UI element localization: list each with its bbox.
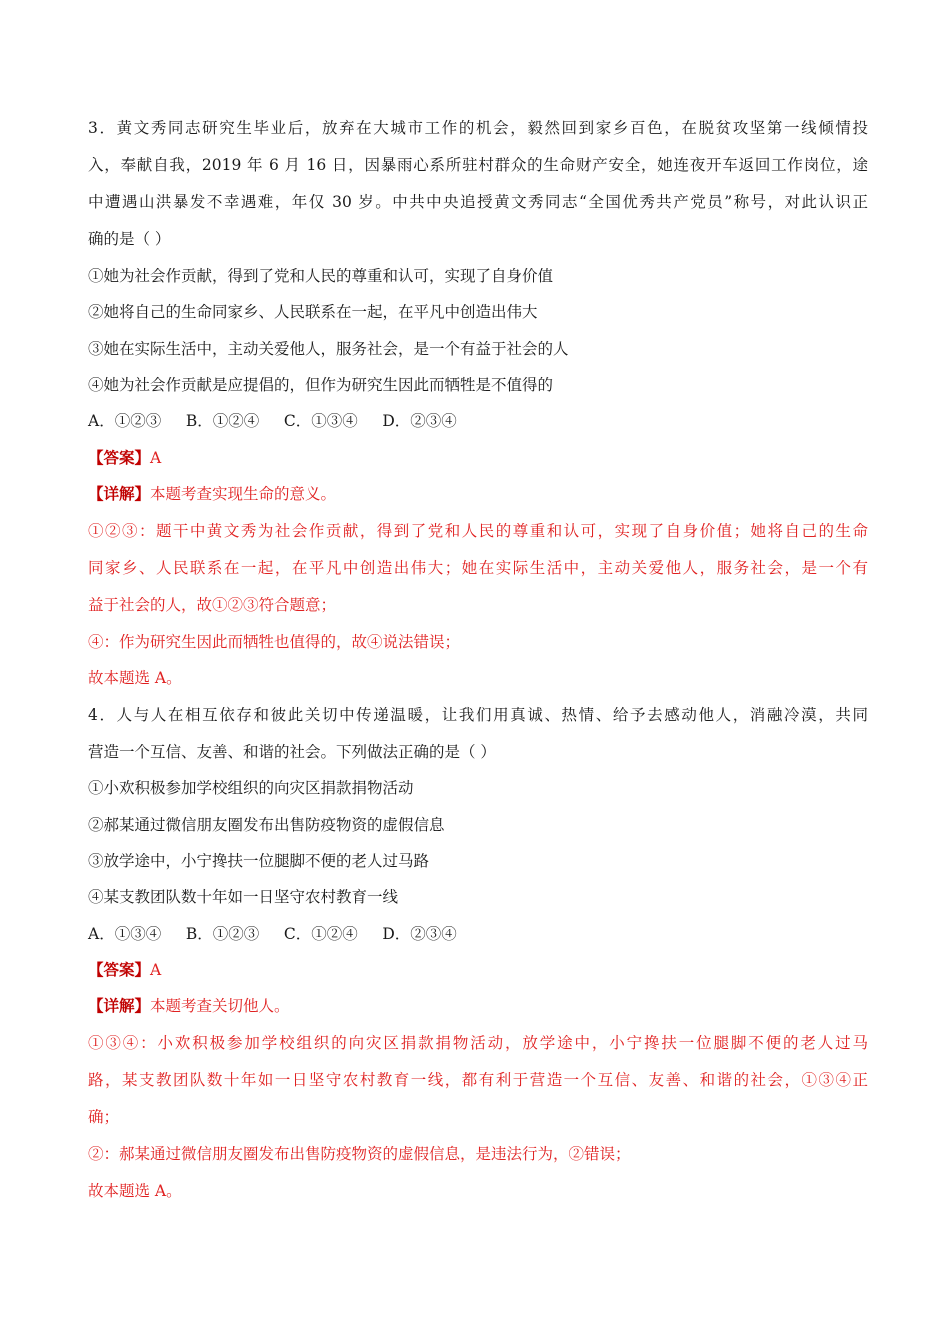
- q4-answer: [88, 959, 868, 981]
- q3-explanation-line-4: ④：作为研究生因此而牺牲也值得的，故④说法错误；: [88, 633, 461, 651]
- q3-answer-value: A: [150, 449, 162, 467]
- q3-option-1: ①她为社会作贡献，得到了党和人民的尊重和认可，实现了自身价值: [88, 267, 554, 285]
- q4-explanation-line-3: 确；: [88, 1108, 120, 1126]
- q3-option-4: ④她为社会作贡献是应提倡的，但作为研究生因此而牺牲是不值得的: [88, 376, 554, 394]
- q4-choices: A．①③④ B．①②③ C．①②④ D．②③④: [88, 925, 457, 943]
- q4-option-2: ②郝某通过微信朋友圈发布出售防疫物资的虚假信息: [88, 816, 445, 834]
- q3-choices: A．①②③ B．①②④ C．①③④ D．②③④: [88, 412, 457, 430]
- q3-answer: [88, 447, 868, 469]
- q4-answer-label: 【答案】: [88, 960, 151, 979]
- q4-stem-line-1: 4．人与人在相互依存和彼此关切中传递温暖，让我们用真诚、热情、给予去感动他人，消融冷漠，共同: [88, 706, 868, 724]
- q3-explanation-line-3: 益于社会的人，故①②③符合题意；: [88, 596, 337, 614]
- q4-option-3: ③放学途中，小宁搀扶一位腿脚不便的老人过马路: [88, 852, 430, 870]
- q4-conclusion: 故本题选 A。: [88, 1182, 182, 1200]
- q3-option-3: ③她在实际生活中，主动关爱他人，服务社会，是一个有益于社会的人: [88, 340, 569, 358]
- q3-stem-line-3: 中遭遇山洪暴发不幸遇难，年仅 30 岁。中共中央追授黄文秀同志“全国优秀共产党员”称号，对此认识正: [88, 193, 868, 211]
- q4-detail: [88, 995, 868, 1017]
- q3-detail-label: 【详解】: [88, 484, 151, 503]
- q4-option-4: ④某支教团队数十年如一日坚守农村教育一线: [88, 888, 399, 906]
- q3-detail: [88, 483, 868, 505]
- q3-stem-line-4: 确的是（ ）: [88, 230, 171, 248]
- q4-detail-label: 【详解】: [88, 996, 151, 1015]
- q3-explanation-line-1: ①②③：题干中黄文秀为社会作贡献，得到了党和人民的尊重和认可，实现了自身价值；她将自己的生命: [88, 522, 868, 540]
- q3-option-2: ②她将自己的生命同家乡、人民联系在一起，在平凡中创造出伟大: [88, 303, 538, 321]
- q4-option-1: ①小欢积极参加学校组织的向灾区捐款捐物活动: [88, 779, 414, 797]
- q3-conclusion: 故本题选 A。: [88, 669, 182, 687]
- q4-explanation-line-2: 路，某支教团队数十年如一日坚守农村教育一线，都有利于营造一个互信、友善、和谐的社会，①③④正: [88, 1071, 868, 1089]
- q3-answer-label: 【答案】: [88, 448, 151, 467]
- q4-explanation-line-1: ①③④：小欢积极参加学校组织的向灾区捐款捐物活动，放学途中，小宁搀扶一位腿脚不便的老人过马: [88, 1034, 868, 1052]
- q4-explanation-line-4: ②：郝某通过微信朋友圈发布出售防疫物资的虚假信息，是违法行为，②错误；: [88, 1145, 631, 1163]
- q3-detail-text: 本题考查实现生命的意义。: [150, 485, 337, 503]
- q4-detail-text: 本题考查关切他人。: [150, 997, 290, 1015]
- q4-stem-line-2: 营造一个互信、友善、和谐的社会。下列做法正确的是（ ）: [88, 743, 496, 761]
- q4-answer-value: A: [150, 961, 162, 979]
- q3-explanation-line-2: 同家乡、人民联系在一起，在平凡中创造出伟大；她在实际生活中，主动关爱他人，服务社会，是一个有: [88, 559, 868, 577]
- q3-stem-line-2: 入，奉献自我，2019 年 6 月 16 日，因暴雨心系所驻村群众的生命财产安全，她连夜开车返回工作岗位，途: [88, 156, 868, 174]
- q3-stem-line-1: 3．黄文秀同志研究生毕业后，放弃在大城市工作的机会，毅然回到家乡百色，在脱贫攻坚第一线倾情投: [88, 119, 868, 137]
